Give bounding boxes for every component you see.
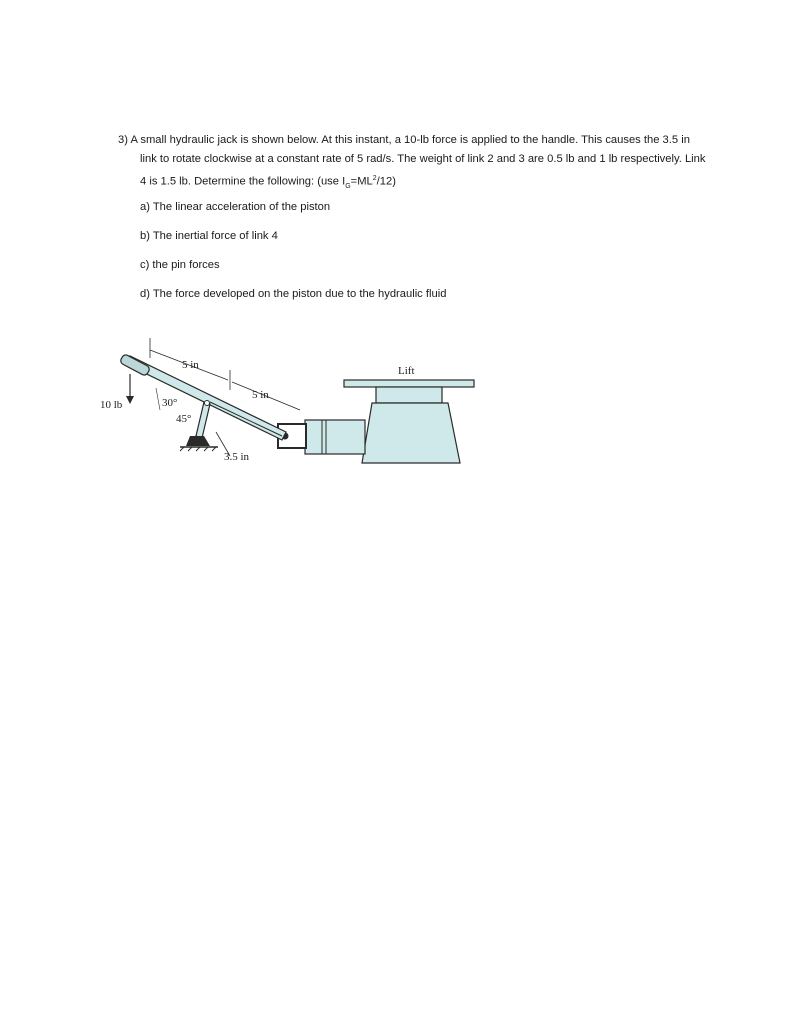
angle-45-label: 45°: [176, 413, 192, 425]
angle-30-label: 30°: [162, 397, 178, 409]
angle-arc-30: [156, 388, 160, 410]
part-d: d) The force developed on the piston due to the hydraulic fluid: [140, 288, 447, 300]
part-b: b) The inertial force of link 4: [140, 230, 278, 242]
dim-right-label: 5 in: [252, 389, 269, 401]
problem-stem: [118, 131, 708, 196]
lift-label: Lift: [398, 365, 415, 377]
lift-neck: [376, 387, 442, 403]
handle-grip: [119, 354, 150, 377]
dim-left-label: 5 in: [182, 359, 199, 371]
ground-support: [186, 436, 210, 446]
link-top-pin: [205, 401, 210, 406]
connecting-line: [210, 402, 282, 436]
part-c: c) the pin forces: [140, 259, 220, 271]
stem-subscript: G: [345, 182, 351, 190]
stem-text: 3) A small hydraulic jack is shown below. At this instant, a 10-lb force is applied to the handle. This causes the 3.5 in link to rotate clockwise at a constant rate of 5 rad/s. The weight of link 2 and 3 are 0.5 lb and 1 lb respectively. Link 4 is 1.5 lb. Determine the following: (use I: [118, 134, 706, 188]
hydraulic-jack-figure: [100, 310, 580, 490]
force-arrowhead: [126, 396, 134, 404]
problem-statement: [118, 131, 708, 300]
short-link: [196, 402, 210, 438]
stem-formula: =ML: [350, 175, 373, 188]
jack-diagram: [100, 310, 580, 490]
lift-platform: [344, 380, 474, 387]
stem-superscript: 2: [372, 175, 377, 182]
dim-link-label: 3.5 in: [224, 451, 250, 463]
part-a: a) The linear acceleration of the piston: [140, 201, 331, 213]
hydraulic-cylinder: [305, 420, 365, 454]
force-label: 10 lb: [100, 399, 123, 411]
stem-formula-end: /12): [376, 175, 396, 188]
jack-housing: [362, 403, 460, 463]
